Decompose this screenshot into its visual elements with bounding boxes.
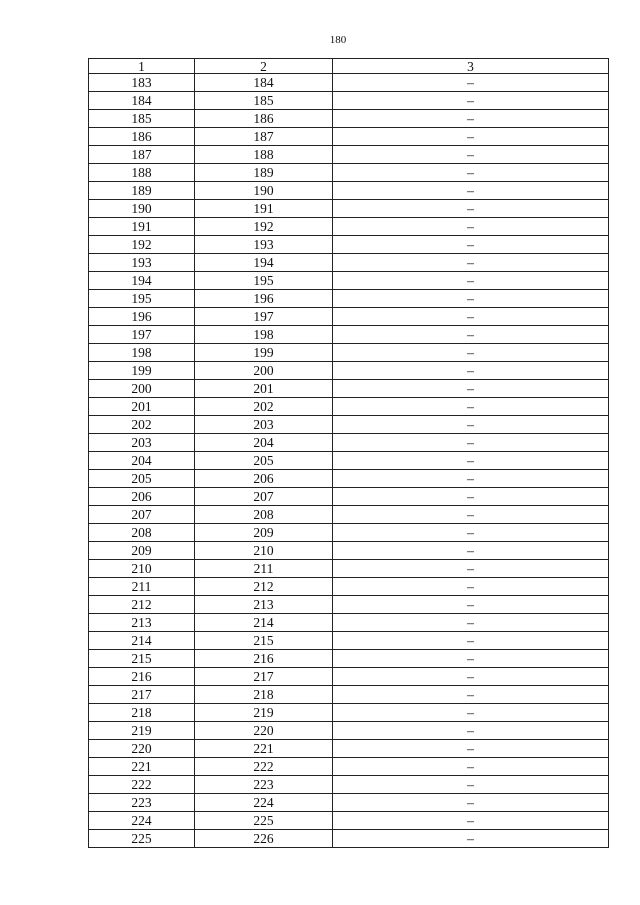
table-cell-col-1: 213: [89, 614, 195, 632]
table-cell-col-2: 197: [195, 308, 333, 326]
table-row: [89, 182, 609, 200]
table-cell-col-1: 207: [89, 506, 195, 524]
table-row: [89, 740, 609, 758]
table-row: [89, 560, 609, 578]
table-cell-col-3: –: [333, 830, 609, 848]
table-cell-col-3: –: [333, 74, 609, 92]
table-cell-col-2: 185: [195, 92, 333, 110]
table-cell-col-1: 187: [89, 146, 195, 164]
table-cell-col-2: 200: [195, 362, 333, 380]
table-row: [89, 308, 609, 326]
table-cell-col-3: –: [333, 416, 609, 434]
table-cell-col-3: –: [333, 308, 609, 326]
table-cell-col-1: 203: [89, 434, 195, 452]
table-cell-col-3: –: [333, 272, 609, 290]
table-cell-col-2: 216: [195, 650, 333, 668]
table-cell-col-2: 194: [195, 254, 333, 272]
table-cell-col-1: 221: [89, 758, 195, 776]
table-cell-col-1: 220: [89, 740, 195, 758]
table-cell-col-3: –: [333, 650, 609, 668]
table-cell-col-2: 220: [195, 722, 333, 740]
table-row: [89, 236, 609, 254]
table-cell-col-2: 213: [195, 596, 333, 614]
table-cell-col-1: 202: [89, 416, 195, 434]
table-row: [89, 290, 609, 308]
table-cell-col-1: 225: [89, 830, 195, 848]
table-cell-col-1: 222: [89, 776, 195, 794]
table-cell-col-2: 186: [195, 110, 333, 128]
table-cell-col-2: 206: [195, 470, 333, 488]
table-row: [89, 452, 609, 470]
table-cell-col-1: 201: [89, 398, 195, 416]
table-row: [89, 614, 609, 632]
table-row: [89, 578, 609, 596]
table-row: [89, 128, 609, 146]
table-row: [89, 596, 609, 614]
table-cell-col-2: 208: [195, 506, 333, 524]
table-cell-col-1: 215: [89, 650, 195, 668]
table-cell-col-1: 214: [89, 632, 195, 650]
table-cell-col-3: –: [333, 776, 609, 794]
table-row: [89, 326, 609, 344]
table-cell-col-3: –: [333, 704, 609, 722]
header-row: [89, 59, 609, 74]
table-cell-col-1: 189: [89, 182, 195, 200]
table-cell-col-1: 206: [89, 488, 195, 506]
table-cell-col-2: 221: [195, 740, 333, 758]
table-body: [89, 74, 609, 848]
table-row: [89, 542, 609, 560]
table-cell-col-2: 215: [195, 632, 333, 650]
table-row: [89, 362, 609, 380]
table-cell-col-2: 210: [195, 542, 333, 560]
table-cell-col-3: –: [333, 470, 609, 488]
table-cell-col-3: –: [333, 722, 609, 740]
table-cell-col-1: 184: [89, 92, 195, 110]
table-row: [89, 812, 609, 830]
table-cell-col-3: –: [333, 290, 609, 308]
table-row: [89, 416, 609, 434]
table-cell-col-1: 194: [89, 272, 195, 290]
table-cell-col-1: 200: [89, 380, 195, 398]
table-row: [89, 92, 609, 110]
table-cell-col-3: –: [333, 488, 609, 506]
table-row: [89, 398, 609, 416]
table-cell-col-1: 217: [89, 686, 195, 704]
table-cell-col-3: –: [333, 344, 609, 362]
table-cell-col-2: 191: [195, 200, 333, 218]
table-cell-col-2: 224: [195, 794, 333, 812]
table-cell-col-3: –: [333, 182, 609, 200]
table-row: [89, 434, 609, 452]
table-cell-col-1: 205: [89, 470, 195, 488]
table-cell-col-3: –: [333, 812, 609, 830]
table-cell-col-1: 197: [89, 326, 195, 344]
table-row: [89, 794, 609, 812]
table-cell-col-2: 193: [195, 236, 333, 254]
table-cell-col-3: –: [333, 758, 609, 776]
table-cell-col-3: –: [333, 794, 609, 812]
table-cell-col-1: 219: [89, 722, 195, 740]
table-cell-col-3: –: [333, 362, 609, 380]
table-cell-col-2: 211: [195, 560, 333, 578]
table-cell-col-3: –: [333, 542, 609, 560]
table-cell-col-1: 204: [89, 452, 195, 470]
table-cell-col-2: 192: [195, 218, 333, 236]
table-cell-col-2: 201: [195, 380, 333, 398]
table-row: [89, 488, 609, 506]
table-cell-col-2: 198: [195, 326, 333, 344]
table-cell-col-1: 210: [89, 560, 195, 578]
table-cell-col-2: 214: [195, 614, 333, 632]
table-cell-col-3: –: [333, 236, 609, 254]
table-cell-col-2: 217: [195, 668, 333, 686]
table-cell-col-3: –: [333, 434, 609, 452]
table-header: [89, 59, 609, 74]
table-cell-col-2: 188: [195, 146, 333, 164]
table-cell-col-2: 189: [195, 164, 333, 182]
table-cell-col-1: 199: [89, 362, 195, 380]
table-cell-col-1: 186: [89, 128, 195, 146]
table-cell-col-3: –: [333, 92, 609, 110]
table-cell-col-3: –: [333, 326, 609, 344]
table-cell-col-2: 218: [195, 686, 333, 704]
table-cell-col-2: 212: [195, 578, 333, 596]
table-row: [89, 146, 609, 164]
table-cell-col-1: 185: [89, 110, 195, 128]
table-cell-col-1: 190: [89, 200, 195, 218]
table-cell-col-3: –: [333, 668, 609, 686]
table-cell-col-3: –: [333, 164, 609, 182]
table-cell-col-2: 204: [195, 434, 333, 452]
table-cell-col-1: 223: [89, 794, 195, 812]
table-row: [89, 722, 609, 740]
table-cell-col-1: 183: [89, 74, 195, 92]
table-row: [89, 380, 609, 398]
table-cell-col-2: 222: [195, 758, 333, 776]
table-row: [89, 506, 609, 524]
column-header-3: 3: [333, 59, 609, 74]
table-cell-col-2: 223: [195, 776, 333, 794]
table-cell-col-2: 202: [195, 398, 333, 416]
table-cell-col-3: –: [333, 398, 609, 416]
table-cell-col-3: –: [333, 128, 609, 146]
table-cell-col-2: 225: [195, 812, 333, 830]
table-row: [89, 758, 609, 776]
table-cell-col-2: 190: [195, 182, 333, 200]
table-row: [89, 110, 609, 128]
table-cell-col-3: –: [333, 614, 609, 632]
table-cell-col-2: 187: [195, 128, 333, 146]
table-row: [89, 272, 609, 290]
table-cell-col-3: –: [333, 596, 609, 614]
table-row: [89, 668, 609, 686]
table-cell-col-1: 191: [89, 218, 195, 236]
table-cell-col-1: 212: [89, 596, 195, 614]
table-cell-col-1: 208: [89, 524, 195, 542]
table-cell-col-2: 196: [195, 290, 333, 308]
table-cell-col-3: –: [333, 218, 609, 236]
table-row: [89, 218, 609, 236]
table-cell-col-3: –: [333, 632, 609, 650]
table-cell-col-1: 218: [89, 704, 195, 722]
table-cell-col-1: 196: [89, 308, 195, 326]
table-cell-col-1: 216: [89, 668, 195, 686]
table-cell-col-2: 219: [195, 704, 333, 722]
column-header-2: 2: [195, 59, 333, 74]
table-row: [89, 200, 609, 218]
table-cell-col-3: –: [333, 380, 609, 398]
table-cell-col-1: 193: [89, 254, 195, 272]
table-cell-col-3: –: [333, 146, 609, 164]
table-row: [89, 704, 609, 722]
table-row: [89, 254, 609, 272]
table-cell-col-3: –: [333, 506, 609, 524]
table-row: [89, 524, 609, 542]
table-cell-col-3: –: [333, 110, 609, 128]
table-cell-col-3: –: [333, 254, 609, 272]
table-cell-col-3: –: [333, 740, 609, 758]
table-cell-col-3: –: [333, 200, 609, 218]
table-cell-col-2: 205: [195, 452, 333, 470]
table-cell-col-2: 199: [195, 344, 333, 362]
data-table: [88, 58, 609, 848]
table-cell-col-2: 209: [195, 524, 333, 542]
table-row: [89, 344, 609, 362]
column-header-1: 1: [89, 59, 195, 74]
table-row: [89, 686, 609, 704]
table-cell-col-2: 184: [195, 74, 333, 92]
table-cell-col-1: 224: [89, 812, 195, 830]
table-cell-col-1: 198: [89, 344, 195, 362]
page-number: 180: [329, 34, 347, 46]
table-cell-col-3: –: [333, 686, 609, 704]
table-cell-col-1: 209: [89, 542, 195, 560]
table-row: [89, 650, 609, 668]
table-row: [89, 830, 609, 848]
table-cell-col-1: 188: [89, 164, 195, 182]
table-row: [89, 74, 609, 92]
table-row: [89, 632, 609, 650]
table-cell-col-3: –: [333, 560, 609, 578]
table-cell-col-1: 192: [89, 236, 195, 254]
table-cell-col-2: 203: [195, 416, 333, 434]
table-cell-col-1: 211: [89, 578, 195, 596]
table-cell-col-3: –: [333, 578, 609, 596]
table-cell-col-3: –: [333, 524, 609, 542]
table-cell-col-2: 195: [195, 272, 333, 290]
table-row: [89, 470, 609, 488]
table-cell-col-3: –: [333, 452, 609, 470]
table-row: [89, 164, 609, 182]
table-row: [89, 776, 609, 794]
table-cell-col-1: 195: [89, 290, 195, 308]
table-cell-col-2: 207: [195, 488, 333, 506]
table-cell-col-2: 226: [195, 830, 333, 848]
